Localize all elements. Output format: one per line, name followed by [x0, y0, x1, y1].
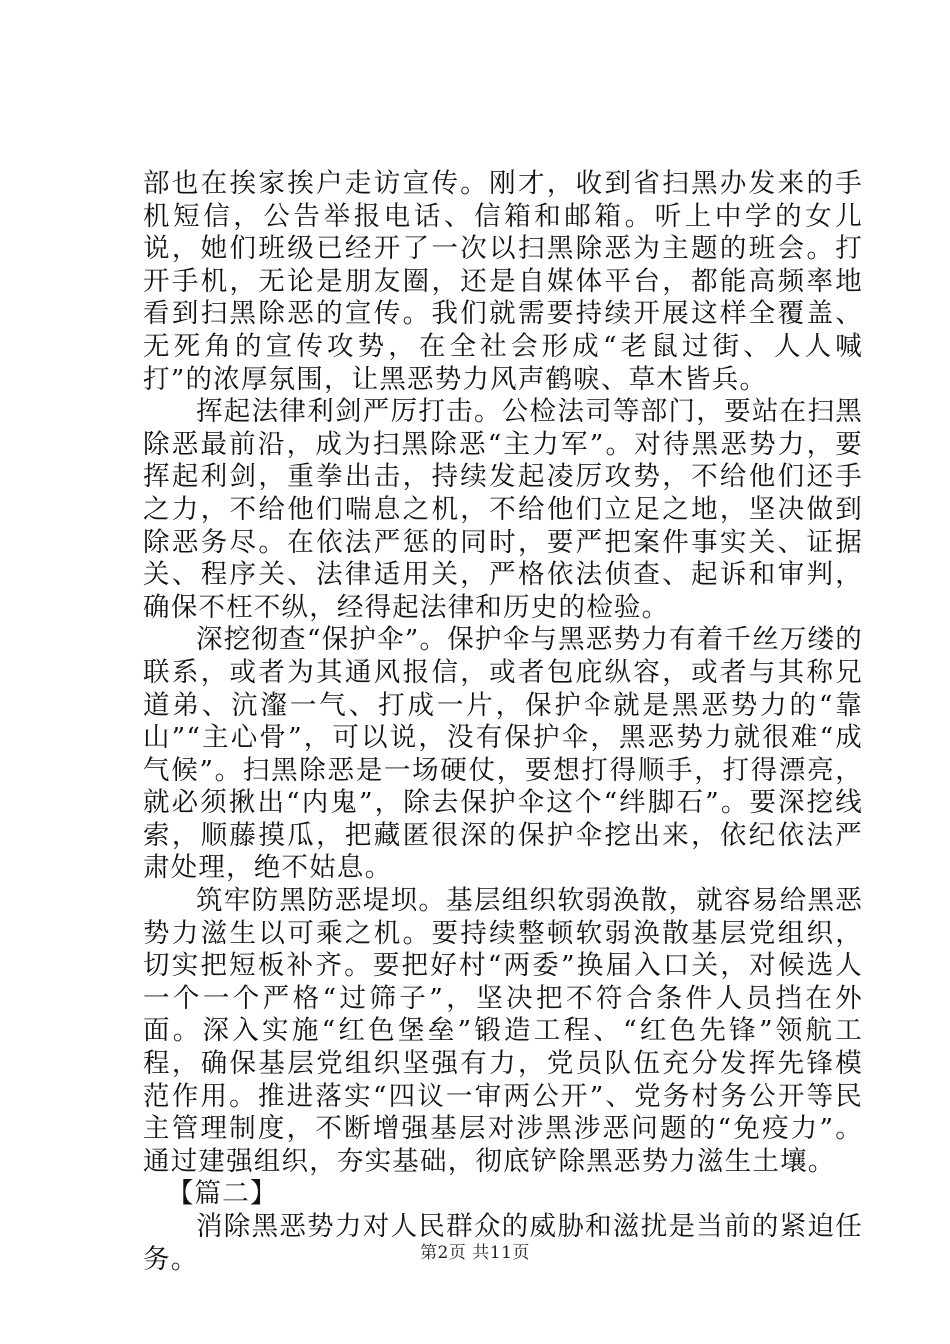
section-heading: 【篇二】 — [166, 1178, 278, 1210]
paragraph-5: 消除黑恶势力对人民群众的威胁和滋扰是当前的紧迫任务。 — [143, 1211, 863, 1275]
paragraph-4: 筑牢防黑防恶堤坝。基层组织软弱涣散，就容易给黑恶势力滋生以可乘之机。要持续整顿软弱涣散基层党组织，切实把短板补齐。要把好村“两委”换届入口关，对候选人一个一个严格“过筛子”，坚决把不符合条件人员挡在外面。深入实施“红色堡垒”锻造工程、“红色先锋”领航工程，确保基层党组织坚强有力，党员队伍充分发挥先锋模范作用。推进落实“四议一审两公开”、党务村务公开等民主管理制度，不断增强基层对涉黑涉恶问题的“免疫力”。通过建强组织，夯实基础，彻底铲除黑恶势力滋生土壤。 — [143, 885, 863, 1177]
paragraph-1: 部也在挨家挨户走访宣传。刚才，收到省扫黑办发来的手机短信，公告举报电话、信箱和邮箱。听上中学的女儿说，她们班级已经开了一次以扫黑除恶为主题的班会。打开手机，无论是朋友圈，还是自媒体平台，都能高频率地看到扫黑除恶的宣传。我们就需要持续开展这样全覆盖、无死角的宣传攻势，在全社会形成“老鼠过街、人人喊打”的浓厚氛围，让黑恶势力风声鹤唳、草木皆兵。 — [143, 168, 863, 395]
paragraph-2: 挥起法律利剑严厉打击。公检法司等部门，要站在扫黑除恶最前沿，成为扫黑除恶“主力军”。对待黑恶势力，要挥起利剑，重拳出击，持续发起凌厉攻势，不给他们还手之力，不给他们喘息之机，不给他们立足之地，坚决做到除恶务尽。在依法严惩的同时，要严把案件事实关、证据关、程序关、法律适用关，严格依法侦查、起诉和审判，确保不枉不纵，经得起法律和历史的检验。 — [143, 396, 863, 623]
page-number-footer: 第2页 共11页 — [420, 1243, 530, 1263]
paragraph-3: 深挖彻查“保护伞”。保护伞与黑恶势力有着千丝万缕的联系，或者为其通风报信，或者包庇纵容，或者与其称兄道弟、沆瀣一气、打成一片，保护伞就是黑恶势力的“靠山”“主心骨”，可以说，没有保护伞，黑恶势力就很难“成气候”。扫黑除恶是一场硬仗，要想打得顺手，打得漂亮，就必须揪出“内鬼”，除去保护伞这个“绊脚石”。要深挖线索，顺藤摸瓜，把藏匿很深的保护伞挖出来，依纪依法严肃处理，绝不姑息。 — [143, 624, 863, 884]
document-body — [143, 168, 863, 1276]
